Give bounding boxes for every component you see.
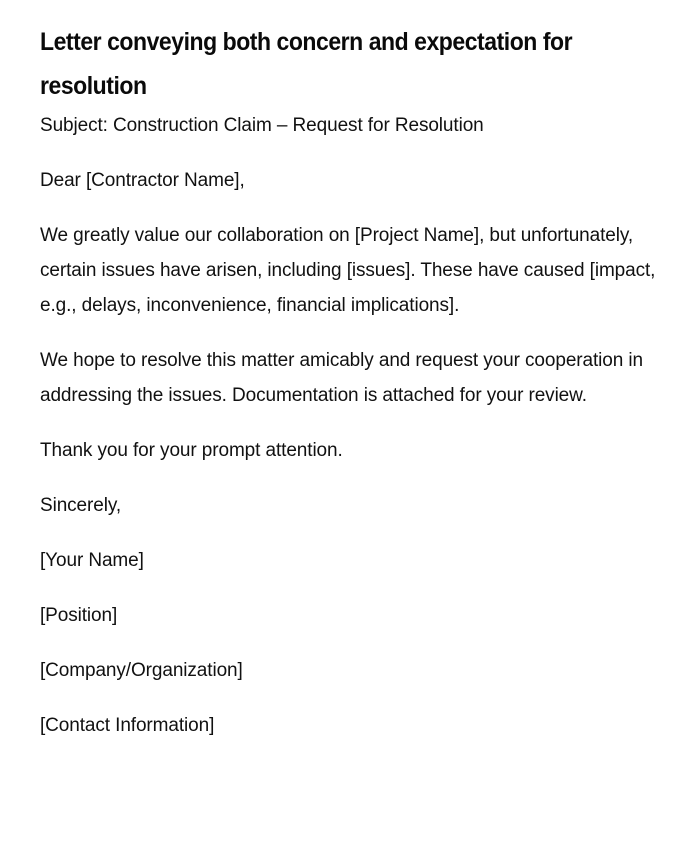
letter-subject: Subject: Construction Claim – Request for Resolution (40, 115, 484, 136)
letter-title: Letter conveying both concern and expectation for resolution (40, 28, 573, 100)
signature-contact: [Contact Information] (40, 715, 215, 736)
letter-paragraph-concern: We greatly value our collaboration on [Project Name], but unfortunately, certain issues have arisen, including [issues]. These have caused [impact, e.g., delays, inconvenience, financial implications]. (40, 225, 656, 316)
letter-salutation: Dear [Contractor Name], (40, 170, 245, 191)
letter-paragraph-thanks: Thank you for your prompt attention. (40, 440, 343, 461)
signature-name: [Your Name] (40, 550, 144, 571)
letter-paragraph-request: We hope to resolve this matter amicably and request your cooperation in addressing the issues. Documentation is attached for your review. (40, 350, 643, 406)
signature-company: [Company/Organization] (40, 660, 243, 681)
signature-position: [Position] (40, 605, 118, 626)
letter-closing: Sincerely, (40, 495, 122, 516)
